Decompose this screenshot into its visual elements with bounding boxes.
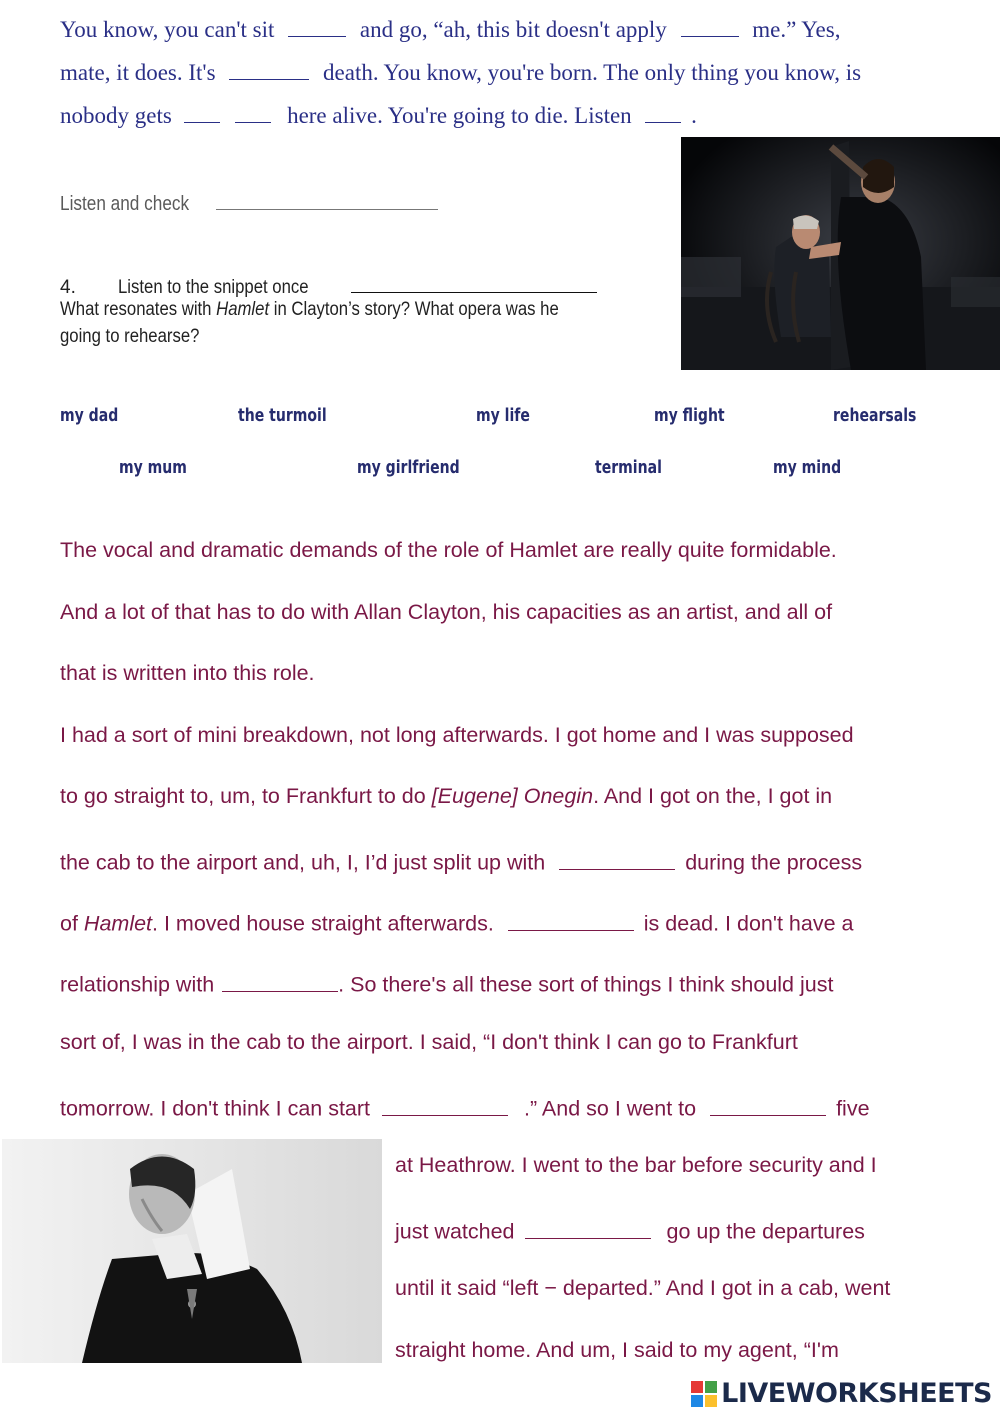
passage-line: that is written into this role.: [60, 661, 315, 685]
blank-input[interactable]: [382, 1092, 508, 1116]
blank-input[interactable]: [710, 1092, 826, 1116]
passage-line: tomorrow. I don't think I can start .” And so I went to five: [60, 1092, 870, 1122]
blank-input[interactable]: [645, 98, 681, 123]
word-bank-item[interactable]: my girlfriend: [357, 457, 460, 478]
liveworksheets-brand: LIVEWORKSHEETS: [721, 1378, 992, 1409]
question-4-text-2: going to rehearse?: [60, 326, 200, 347]
blank-input[interactable]: [235, 98, 271, 123]
passage-line: until it said “left − departed.” And I got in a cab, went: [395, 1276, 891, 1300]
word-bank-item[interactable]: the turmoil: [238, 405, 327, 426]
question-4-text: What resonates with Hamlet in Clayton’s story? What opera was he: [60, 299, 559, 320]
listen-check-input[interactable]: [216, 188, 438, 210]
word-bank-item[interactable]: my life: [476, 405, 530, 426]
top-text-line-3: nobody gets here alive. You're going to die. Listen .: [60, 98, 697, 129]
passage-line: relationship with . So there's all these sort of things I think should just: [60, 968, 833, 998]
liveworksheets-logo: [691, 1378, 992, 1409]
blank-input[interactable]: [508, 907, 634, 931]
question-4-header: 4. Listen to the snippet once: [60, 272, 597, 299]
word-bank-item[interactable]: my mind: [773, 457, 842, 478]
top-text-line-1: You know, you can't sit and go, “ah, this bit doesn't apply me.” Yes,: [60, 12, 840, 43]
passage-line: sort of, I was in the cab to the airport. I said, “I don't think I can go to Frankfurt: [60, 1030, 798, 1054]
passage-line: I had a sort of mini breakdown, not long afterwards. I got home and I was supposed: [60, 723, 854, 747]
word-bank-item[interactable]: terminal: [595, 457, 662, 478]
blank-input[interactable]: [525, 1215, 651, 1239]
word-bank-item[interactable]: my dad: [60, 405, 119, 426]
opera-stage-photo: [681, 137, 1000, 370]
passage-line: at Heathrow. I went to the bar before security and I: [395, 1153, 877, 1177]
passage-line: to go straight to, um, to Frankfurt to do [Eugene] Onegin. And I got on the, I got in: [60, 784, 833, 808]
blank-input[interactable]: [288, 12, 346, 37]
blank-input[interactable]: [184, 98, 220, 123]
word-bank-item[interactable]: my flight: [654, 405, 725, 426]
hamlet-portrait-photo: [2, 1139, 382, 1363]
listen-and-check: Listen and check: [60, 188, 438, 216]
blank-input[interactable]: [681, 12, 739, 37]
passage-line: straight home. And um, I said to my agent, “I'm: [395, 1338, 839, 1362]
word-bank-item[interactable]: my mum: [119, 457, 187, 478]
question-number: 4.: [60, 276, 76, 298]
passage-line: the cab to the airport and, uh, I, I’d just split up with during the process: [60, 846, 862, 876]
liveworksheets-logo-icon: [691, 1381, 717, 1407]
snippet-input[interactable]: [351, 272, 597, 293]
passage-line: of Hamlet. I moved house straight afterwards. is dead. I don't have a: [60, 907, 853, 937]
blank-input[interactable]: [559, 846, 675, 870]
passage-line: just watched go up the departures: [395, 1215, 865, 1245]
blank-input[interactable]: [222, 968, 338, 992]
passage-line: The vocal and dramatic demands of the role of Hamlet are really quite formidable.: [60, 538, 837, 562]
top-text-line-2: mate, it does. It's death. You know, you're born. The only thing you know, is: [60, 55, 861, 86]
blank-input[interactable]: [229, 55, 309, 80]
word-bank-item[interactable]: rehearsals: [833, 405, 917, 426]
passage-line: And a lot of that has to do with Allan Clayton, his capacities as an artist, and all of: [60, 600, 833, 624]
